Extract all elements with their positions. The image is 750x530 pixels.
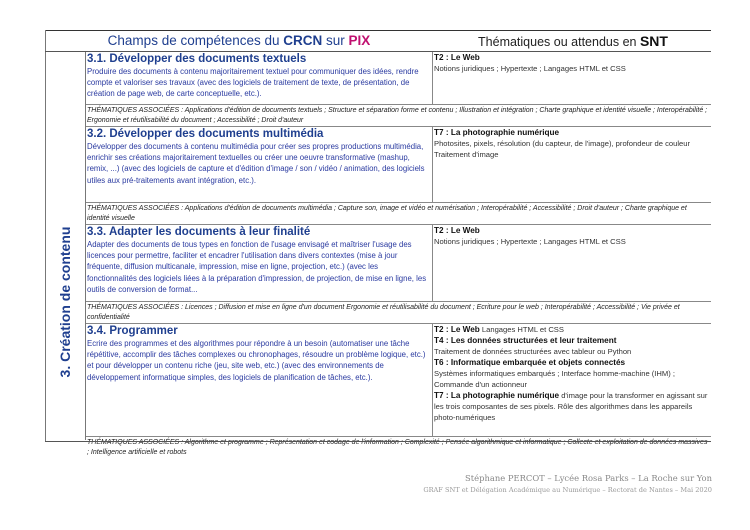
associated-themes: THÉMATIQUES ASSOCIÉES : Licences ; Diffusion et mise en ligne d'un document Ergonomie et réutilisabilité du document ; Ecriture pour le web ; Interopérabilité ; Accessibilité ; Vie privée et confidentialité (86, 301, 711, 324)
snt-theme-title: T4 : Les données structurées et leur traitement (434, 336, 617, 345)
snt-theme-detail: Notions juridiques ; Hypertexte ; Langages HTML et CSS (434, 64, 626, 73)
section-title: 3.4. Programmer (87, 325, 178, 337)
snt-theme-detail: Notions juridiques ; Hypertexte ; Langages HTML et CSS (434, 237, 626, 246)
section-row-3-1 (86, 52, 711, 105)
associated-themes: THÉMATIQUES ASSOCIÉES : Applications d'édition de documents textuels ; Structure et séparation forme et contenu ; Illustration et intégration ; Charte graphique et identité visuelle ; Interopérabilité ; Ergonomie et réutilisabilité du document ; Accessibilité ; Droit d'auteur (86, 104, 711, 127)
snt-theme-title: T6 : Informatique embarquée et objets connectés (434, 358, 626, 367)
section-title: 3.3. Adapter les documents à leur finalité (87, 226, 311, 238)
snt-theme-detail: Systèmes informatiques embarqués ; Interface homme-machine (IHM) ; Commande d'un actionneur (434, 369, 675, 389)
table-header (45, 31, 711, 52)
side-title-column (45, 52, 86, 440)
header-right: Thématiques ou attendus en SNT (478, 33, 668, 49)
section-row-3-2 (86, 127, 711, 203)
snt-theme-detail: Traitement de données structurées avec tableur ou Python (434, 347, 632, 356)
associated-themes: THÉMATIQUES ASSOCIÉES : Algorithme et programme ; Représentation et codage de l'information ; Complexité ; Pensée algorithmique et informatique ; Collecte et exploitation de données massives ; Intelligence artificielle et robots (86, 436, 711, 459)
section-title: 3.2. Développer des documents multimédia (87, 128, 324, 140)
associated-themes: THÉMATIQUES ASSOCIÉES : Applications d'édition de documents multimédia ; Capture son, image et vidéo et numérisation ; Interopérabilité ; Accessibilité ; Droit d'auteur ; Charte graphique et identité visuelle (86, 202, 711, 225)
section-row-3-4 (86, 324, 711, 437)
section-description: Produire des documents à contenu majoritairement textuel pour communiquer des idées, rendre compte et valoriser ses travaux (avec des logiciels de traitement de texte, de présentation, de création de page web, de carte conceptuelle, etc.). (87, 67, 419, 99)
section-row-3-3 (86, 225, 711, 302)
footer-organization: GRAF SNT et Délégation Académique au Numérique – Rectorat de Nantes – Mai 2020 (423, 486, 712, 494)
side-title: 3. Création de contenu (57, 226, 73, 378)
table-bottom-border (45, 441, 711, 442)
snt-theme-title: T2 : Le Web (434, 53, 480, 62)
section-description: Développer des documents à contenu multimédia pour créer ses propres productions multimédia, enrichir ses créations majoritairement textuelles ou créer une oeuvre transformative (mashup, remix, ...) (avec des logiciels de capture et d'édition d'image / son / vidéo / animation, des logiciels utiles aux pré-traitements avant intégration, etc.). (87, 142, 425, 185)
section-description: Adapter des documents de tous types en fonction de l'usage envisagé et maîtriser l'usage des licences pour permettre, faciliter et encadrer l'utilisation dans divers contextes (mise à jour fréquente, diffusion multicanale, impression, mise en ligne, projection, etc.) (avec les fonctionnalités des logiciels liées à la préparation d'impression, de projection, de mise en ligne, les outils de conversion de format... (87, 240, 427, 294)
section-description: Ecrire des programmes et des algorithmes pour répondre à un besoin (automatiser une tâche répétitive, accomplir des tâches complexes ou chronophages, résoudre un problème logique, etc.) et pour développer un contenu riche (jeu, site web, etc.) (avec des environnements de développement informatique simples, des logiciels de planification de tâches, etc.). (87, 339, 426, 382)
snt-theme-item: T2 : Le Web Langages HTML et CSS (434, 325, 564, 334)
snt-theme-item: T7 : La photographie numérique d'image pour la transformer en agissant sur les trois composantes de ses pixels. Rôle des algorithmes dans les appareils photo-numériques (434, 391, 708, 422)
snt-theme-title: T7 : La photographie numérique (434, 128, 560, 137)
snt-theme-title: T2 : Le Web (434, 226, 480, 235)
section-title: 3.1. Développer des documents textuels (87, 53, 307, 65)
snt-theme-detail: Photosites, pixels, résolution (du capteur, de l'image), profondeur de couleur Traitement d'image (434, 139, 690, 159)
footer-author: Stéphane PERCOT – Lycée Rosa Parks – La Roche sur Yon (465, 473, 712, 483)
header-left: Champs de compétences du CRCN sur PIX (107, 33, 371, 48)
